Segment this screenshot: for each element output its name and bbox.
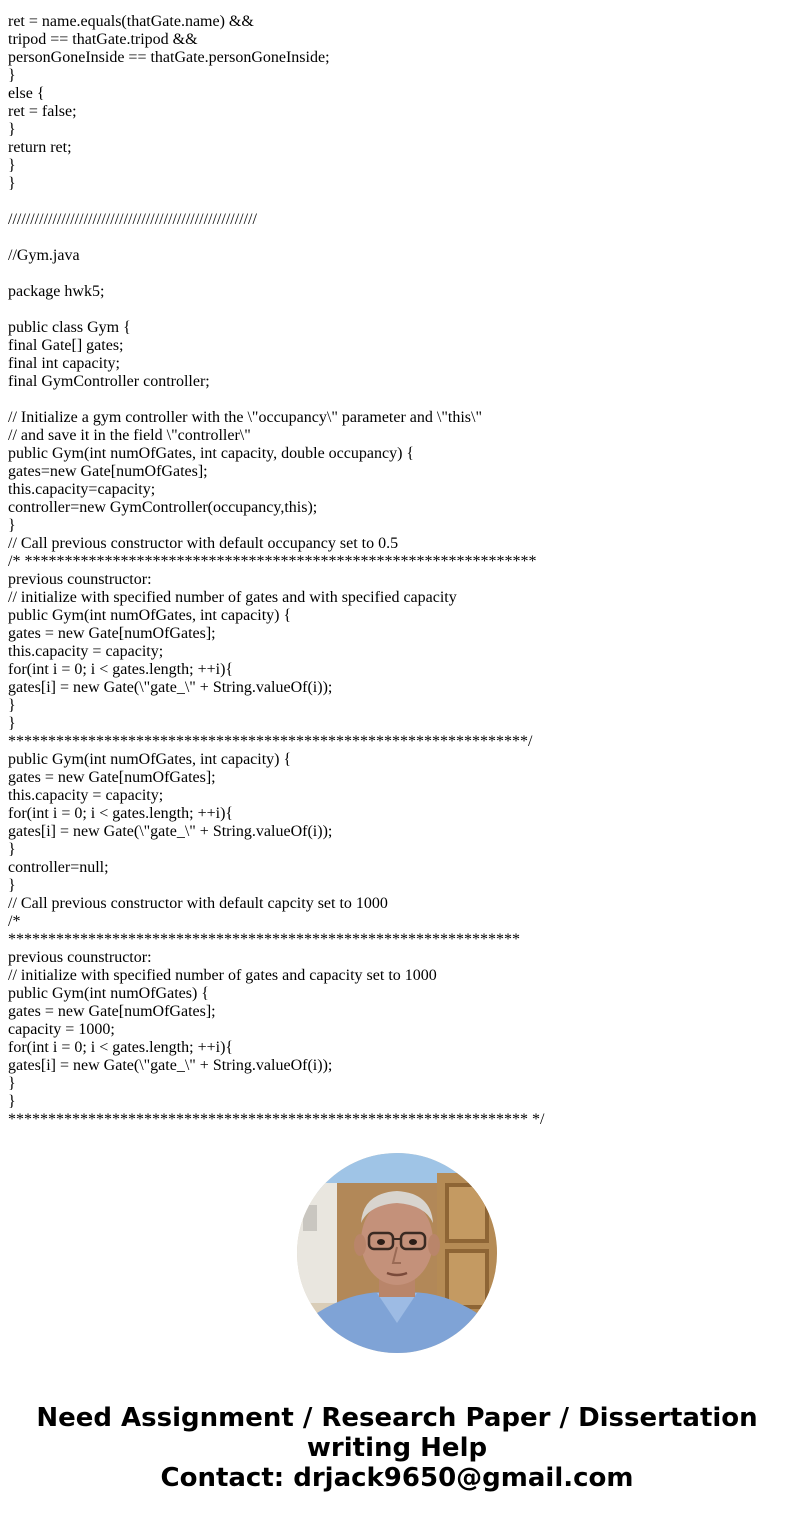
code-line: for(int i = 0; i < gates.length; ++i){ (8, 805, 234, 822)
code-line: for(int i = 0; i < gates.length; ++i){ (8, 661, 234, 678)
promo-headline-cont: writing Help (306, 1433, 488, 1463)
code-line: gates = new Gate[numOfGates]; (8, 1003, 216, 1020)
code-line: } (8, 841, 16, 858)
code-line: public Gym(int numOfGates, int capacity) { (8, 751, 292, 768)
code-line: // and save it in the field \"controller\" (8, 427, 251, 444)
code-line: ret = name.equals(thatGate.name) && (8, 13, 254, 30)
code-line (8, 229, 788, 247)
code-line: gates = new Gate[numOfGates]; (8, 769, 216, 786)
code-line: } (8, 697, 16, 714)
promo-headline: Need Assignment / Research Paper / Dissertation (36, 1403, 758, 1433)
code-line: final Gate[] gates; (8, 337, 124, 354)
code-line: this.capacity = capacity; (8, 643, 164, 660)
code-line: return ret; (8, 139, 72, 156)
code-line: final int capacity; (8, 355, 120, 372)
code-line: controller=null; (8, 859, 109, 876)
code-line: // initialize with specified number of gates and with specified capacity (8, 589, 457, 606)
code-line: gates = new Gate[numOfGates]; (8, 625, 216, 642)
code-line: final GymController controller; (8, 373, 210, 390)
code-line: } (8, 517, 16, 534)
code-line: gates[i] = new Gate(\"gate_\" + String.valueOf(i)); (8, 823, 333, 840)
code-line: gates=new Gate[numOfGates]; (8, 463, 208, 480)
code-line: controller=new GymController(occupancy,this); (8, 499, 318, 516)
promo-contact: Contact: drjack9650@gmail.com (160, 1463, 634, 1493)
code-line: gates[i] = new Gate(\"gate_\" + String.valueOf(i)); (8, 1057, 333, 1074)
code-listing (8, 0, 788, 1129)
code-line: } (8, 121, 16, 138)
code-line: this.capacity=capacity; (8, 481, 156, 498)
code-divider: //////////////////////////////////////////////////////// (8, 211, 257, 228)
code-line: ***************************************************************** */ (8, 1111, 545, 1128)
code-line (8, 301, 788, 319)
code-line: **************************************************************** (8, 931, 520, 948)
code-line: } (8, 67, 16, 84)
code-line: *****************************************************************/ (8, 733, 533, 750)
author-avatar (297, 1153, 497, 1353)
code-line: } (8, 715, 16, 732)
code-line: previous counstructor: (8, 571, 152, 588)
code-line: // Call previous constructor with default occupancy set to 0.5 (8, 535, 399, 552)
promo-banner (0, 1403, 794, 1493)
code-line: tripod == thatGate.tripod && (8, 31, 198, 48)
code-line: public Gym(int numOfGates, int capacity) { (8, 607, 292, 624)
code-line (8, 265, 788, 283)
code-line: gates[i] = new Gate(\"gate_\" + String.valueOf(i)); (8, 679, 333, 696)
code-file-comment: //Gym.java (8, 247, 80, 264)
code-line: public Gym(int numOfGates, int capacity, double occupancy) { (8, 445, 415, 462)
code-line: capacity = 1000; (8, 1021, 115, 1038)
code-line: this.capacity = capacity; (8, 787, 164, 804)
code-line: } (8, 1093, 16, 1110)
code-line: } (8, 175, 16, 192)
code-line (8, 391, 788, 409)
code-line: public class Gym { (8, 319, 131, 336)
code-line: // Initialize a gym controller with the \"occupancy\" parameter and \"this\" (8, 409, 482, 426)
author-portrait-image (297, 1153, 497, 1353)
code-line: else { (8, 85, 45, 102)
code-line: for(int i = 0; i < gates.length; ++i){ (8, 1039, 234, 1056)
code-line: previous counstructor: (8, 949, 152, 966)
code-line: personGoneInside == thatGate.personGoneInside; (8, 49, 330, 66)
code-line: // initialize with specified number of gates and capacity set to 1000 (8, 967, 437, 984)
code-line: } (8, 877, 16, 894)
code-line: // Call previous constructor with default capcity set to 1000 (8, 895, 388, 912)
code-line (8, 193, 788, 211)
code-line: /* (8, 913, 21, 930)
code-line: ret = false; (8, 103, 77, 120)
code-line: /* **************************************************************** (8, 553, 537, 570)
code-line: public Gym(int numOfGates) { (8, 985, 209, 1002)
code-package: package hwk5; (8, 283, 105, 300)
code-line: } (8, 157, 16, 174)
code-line: } (8, 1075, 16, 1092)
